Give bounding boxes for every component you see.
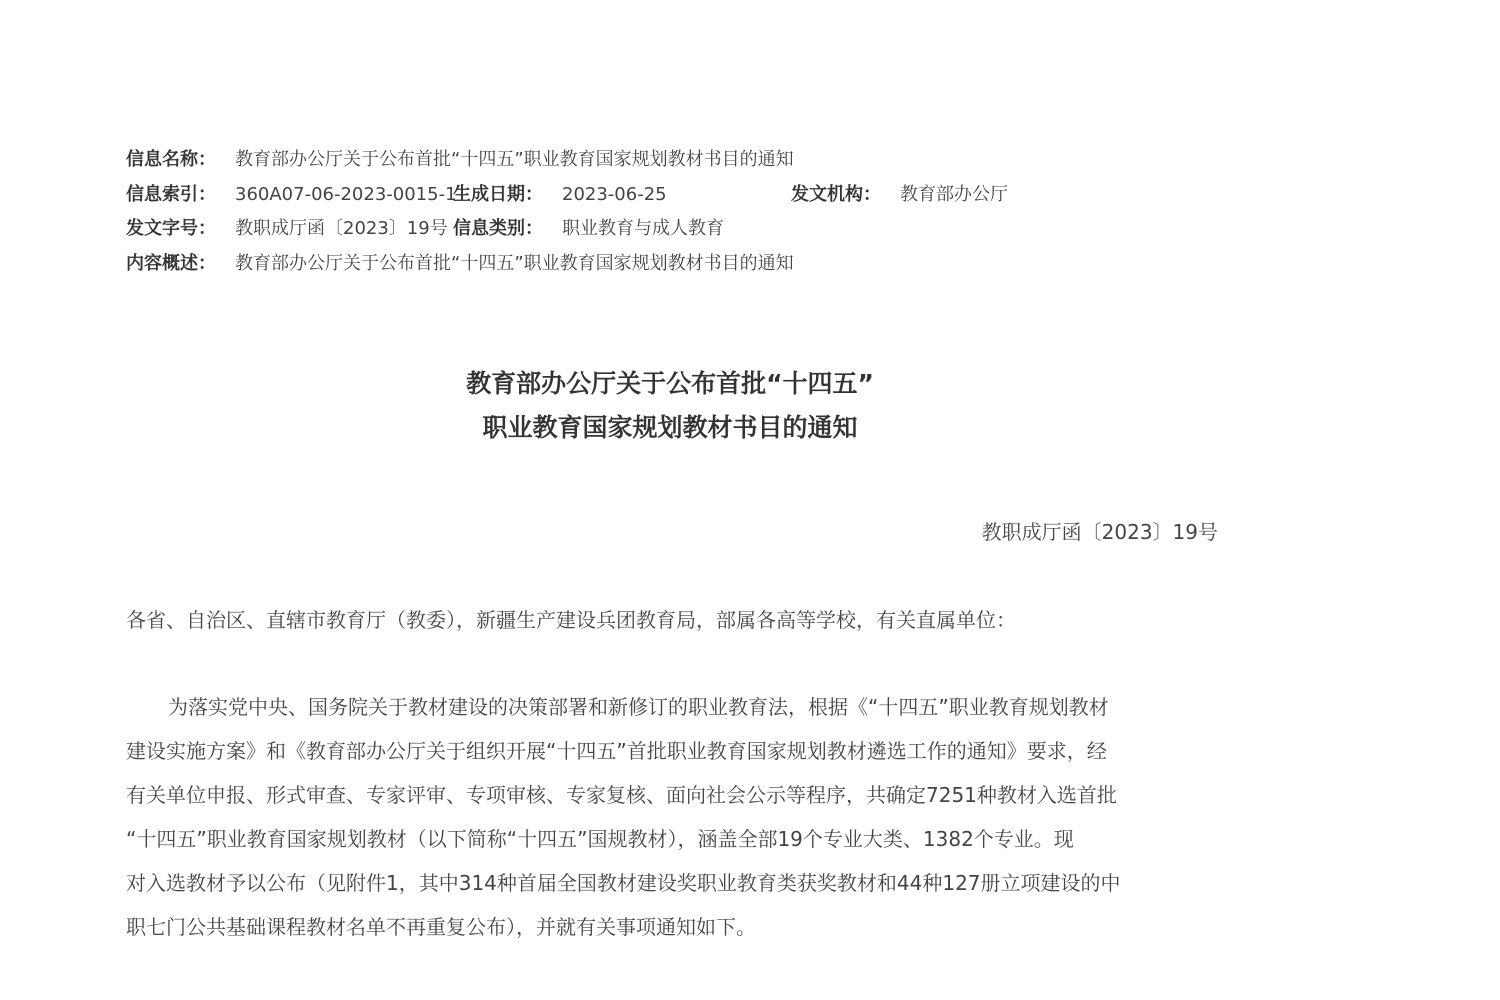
body-line: 建设实施方案》和《教育部办公厅关于组织开展“十四五”首批职业教育国家规划教材遴选工作的通知》要求，经	[126, 739, 1107, 763]
meta-index-label: 信息索引：	[126, 183, 216, 205]
body-line: “十四五”职业教育国家规划教材（以下简称“十四五”国规教材），涵盖全部19个专业大类、1382个专业。现	[126, 827, 1074, 851]
meta-row-docno	[126, 212, 1126, 247]
meta-summary-label: 内容概述：	[126, 252, 216, 274]
meta-date-value: 2023-06-25	[562, 183, 667, 205]
meta-name-value: 教育部办公厅关于公布首批“十四五”职业教育国家规划教材书目的通知	[235, 149, 794, 170]
meta-org-label: 发文机构：	[791, 183, 881, 205]
document-title-line-2: 职业教育国家规划教材书目的通知	[482, 413, 858, 442]
meta-category-label: 信息类别：	[453, 218, 543, 239]
body-line: 为落实党中央、国务院关于教材建设的决策部署和新修订的职业教育法，根据《“十四五”职业教育规划教材	[168, 695, 1109, 719]
meta-index-value: 360A07-06-2023-0015-1	[235, 183, 457, 205]
document-number: 教职成厅函〔2023〕19号	[981, 520, 1218, 544]
meta-summary-value: 教育部办公厅关于公布首批“十四五”职业教育国家规划教材书目的通知	[235, 252, 794, 274]
meta-date-label: 生成日期：	[453, 183, 543, 205]
meta-docno-label: 发文字号：	[126, 218, 216, 239]
meta-docno-value: 教职成厅函〔2023〕19号	[235, 218, 448, 239]
body-line: 对入选教材予以公布（见附件1，其中314种首届全国教材建设奖职业教育类获奖教材和44种127册立项建设的中	[126, 871, 1121, 895]
meta-org-value: 教育部办公厅	[900, 183, 1008, 205]
meta-row-index	[126, 178, 1126, 213]
meta-row-name	[126, 143, 1126, 178]
meta-row-summary	[126, 247, 1126, 282]
document-metadata	[126, 143, 1126, 281]
meta-name-label: 信息名称：	[126, 149, 216, 170]
meta-category-value: 职业教育与成人教育	[562, 218, 724, 239]
body-line: 有关单位申报、形式审查、专家评审、专项审核、专家复核、面向社会公示等程序，共确定7251种教材入选首批	[126, 783, 1117, 807]
document-title-line-1: 教育部办公厅关于公布首批“十四五”	[466, 369, 874, 398]
body-line: 职七门公共基础课程教材名单不再重复公布），并就有关事项通知如下。	[126, 915, 756, 939]
salutation: 各省、自治区、直辖市教育厅（教委），新疆生产建设兵团教育局，部属各高等学校，有关直属单位：	[126, 608, 1016, 632]
